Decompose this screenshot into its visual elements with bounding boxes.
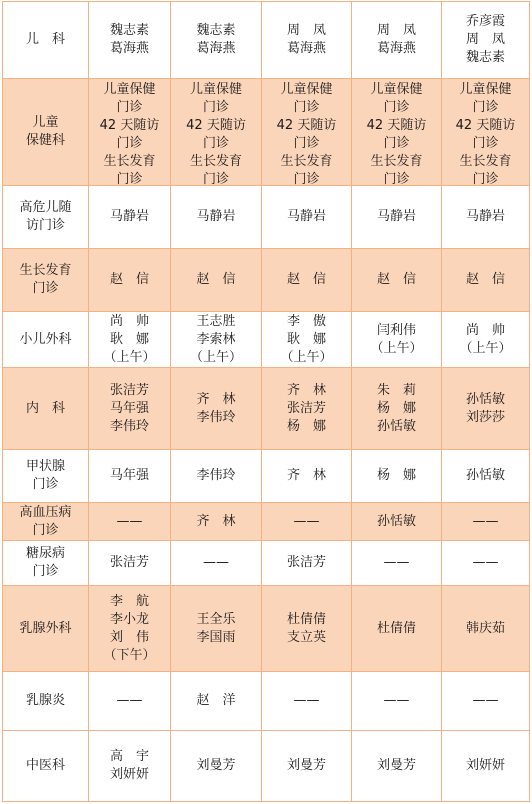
staff-name: 生长发育 xyxy=(189,154,242,169)
staff-name: 赵 洋 xyxy=(196,693,236,708)
staff-name: 支立英 xyxy=(286,629,326,645)
staff-cell xyxy=(352,186,442,249)
staff-name: 乔彦霞 xyxy=(465,14,505,29)
staff-name: 尚 帅 xyxy=(465,322,505,338)
staff-name: 魏志素 xyxy=(109,23,149,38)
department-label: 小儿外科 xyxy=(19,331,72,347)
staff-cell xyxy=(89,2,171,79)
staff-cell xyxy=(171,450,262,503)
staff-name: 刘曼芳 xyxy=(376,758,416,773)
staff-name: 李伟玲 xyxy=(196,468,236,483)
staff-name: 孙恬敏 xyxy=(465,468,505,483)
staff-name: 孙恬敏 xyxy=(465,391,505,407)
staff-name: 杜倩倩 xyxy=(286,611,326,627)
staff-name: —— xyxy=(203,555,229,570)
department-label: 甲状腺 xyxy=(25,459,65,474)
department-cell xyxy=(3,731,89,802)
staff-name: 门诊 xyxy=(116,100,143,115)
department-label: 乳腺炎 xyxy=(25,693,65,708)
staff-cell xyxy=(89,672,171,731)
schedule-row xyxy=(3,312,530,368)
department-label: 内 科 xyxy=(25,400,65,416)
staff-name: 葛海燕 xyxy=(196,41,236,56)
staff-name: —— xyxy=(383,693,410,708)
staff-cell xyxy=(352,450,442,503)
staff-cell xyxy=(89,186,171,249)
staff-cell xyxy=(352,672,442,731)
staff-name: 李索林 xyxy=(196,331,236,347)
staff-name: 赵 信 xyxy=(286,272,326,287)
staff-name: 门诊 xyxy=(293,100,320,115)
staff-name: （下午） xyxy=(103,647,156,663)
staff-name: 赵 信 xyxy=(465,272,505,287)
schedule-row xyxy=(3,79,530,186)
staff-name: 42 天随访 xyxy=(455,118,516,133)
staff-name: 齐 林 xyxy=(286,382,326,398)
staff-name: 张洁芳 xyxy=(286,400,326,416)
staff-name: 马静岩 xyxy=(286,209,326,224)
staff-cell xyxy=(442,672,530,731)
staff-name: 闫利伟 xyxy=(376,322,416,338)
staff-name: 门诊 xyxy=(116,172,143,187)
staff-cell xyxy=(442,731,530,802)
department-label: 高危儿随 xyxy=(19,200,72,215)
staff-name: —— xyxy=(116,513,143,529)
staff-name: 42 天随访 xyxy=(99,118,160,133)
staff-cell xyxy=(442,541,530,586)
staff-name: 杨 娜 xyxy=(286,418,326,434)
schedule-row xyxy=(3,249,530,312)
staff-name: 魏志素 xyxy=(196,23,236,38)
staff-cell xyxy=(262,312,352,368)
staff-name: 周 凤 xyxy=(286,23,326,38)
staff-cell xyxy=(89,368,171,450)
service-list xyxy=(444,81,527,187)
department-label: 访门诊 xyxy=(25,218,65,233)
staff-cell xyxy=(171,79,262,186)
staff-name: 张洁芳 xyxy=(109,555,149,570)
schedule-row xyxy=(3,450,530,503)
staff-cell xyxy=(442,368,530,450)
staff-name: 齐 林 xyxy=(196,513,236,529)
staff-name: 马静岩 xyxy=(109,209,149,224)
staff-cell xyxy=(262,672,352,731)
staff-name: 葛海燕 xyxy=(376,41,416,56)
staff-name: 朱 莉 xyxy=(376,382,416,398)
staff-name: 齐 林 xyxy=(196,391,236,407)
staff-name: —— xyxy=(472,693,499,708)
staff-name: 生长发育 xyxy=(459,154,512,169)
staff-cell xyxy=(442,312,530,368)
staff-cell xyxy=(171,368,262,450)
staff-name: 魏志素 xyxy=(465,50,505,65)
staff-cell xyxy=(352,368,442,450)
staff-cell xyxy=(262,186,352,249)
staff-cell xyxy=(171,541,262,586)
staff-cell xyxy=(89,541,171,586)
service-list xyxy=(173,81,259,187)
schedule-row xyxy=(3,672,530,731)
staff-name: 刘曼芳 xyxy=(196,758,236,773)
staff-cell xyxy=(442,186,530,249)
staff-name: 42 天随访 xyxy=(366,118,427,133)
department-label: 高血压病 xyxy=(19,504,72,520)
staff-name: 42 天随访 xyxy=(276,118,337,133)
staff-cell xyxy=(171,731,262,802)
staff-name: 耿 娜 xyxy=(109,331,149,347)
staff-cell xyxy=(262,2,352,79)
staff-name: 生长发育 xyxy=(370,154,423,169)
staff-name: （上午） xyxy=(103,349,156,365)
schedule-row xyxy=(3,186,530,249)
staff-name: 王全乐 xyxy=(196,611,236,627)
department-cell xyxy=(3,249,89,312)
staff-name: —— xyxy=(472,555,499,570)
staff-name: 门诊 xyxy=(472,100,499,115)
staff-name: 孙恬敏 xyxy=(376,418,416,434)
staff-cell xyxy=(89,79,171,186)
staff-name: 儿童保健 xyxy=(459,82,512,97)
staff-name: 马静岩 xyxy=(376,209,416,224)
staff-name: 门诊 xyxy=(116,136,143,151)
staff-name: 李 航 xyxy=(109,593,149,609)
department-label: 儿 科 xyxy=(25,32,65,47)
staff-cell xyxy=(262,586,352,672)
staff-cell xyxy=(89,312,171,368)
staff-name: 门诊 xyxy=(202,136,229,151)
staff-name: 门诊 xyxy=(293,172,320,187)
staff-cell xyxy=(171,186,262,249)
department-label: 乳腺外科 xyxy=(19,620,72,636)
staff-name: 尚 帅 xyxy=(109,313,149,329)
staff-name: 生长发育 xyxy=(280,154,333,169)
department-label: 中医科 xyxy=(25,758,65,773)
staff-name: 李伟玲 xyxy=(109,418,149,434)
staff-cell xyxy=(262,368,352,450)
staff-cell xyxy=(352,79,442,186)
staff-name: 门诊 xyxy=(383,100,410,115)
service-list xyxy=(264,81,349,187)
staff-name: 王志胜 xyxy=(196,313,236,329)
staff-name: 赵 信 xyxy=(109,272,149,287)
staff-name: —— xyxy=(383,555,410,570)
staff-name: 门诊 xyxy=(202,100,229,115)
staff-name: 张洁芳 xyxy=(109,382,149,398)
staff-name: 门诊 xyxy=(202,172,229,187)
staff-name: 儿童保健 xyxy=(189,82,242,97)
staff-name: （上午） xyxy=(280,349,333,365)
staff-name: 李小龙 xyxy=(109,611,149,627)
staff-cell xyxy=(442,503,530,541)
department-label: 保健科 xyxy=(25,133,65,148)
staff-cell xyxy=(352,586,442,672)
department-cell xyxy=(3,186,89,249)
department-cell xyxy=(3,368,89,450)
department-label: 门诊 xyxy=(32,564,59,579)
staff-name: 门诊 xyxy=(383,172,410,187)
staff-name: 张洁芳 xyxy=(286,555,326,570)
staff-cell xyxy=(442,450,530,503)
schedule-row xyxy=(3,541,530,586)
staff-name: 门诊 xyxy=(383,136,410,151)
staff-cell xyxy=(262,503,352,541)
department-cell xyxy=(3,450,89,503)
staff-cell xyxy=(352,541,442,586)
staff-cell xyxy=(89,731,171,802)
department-label: 生长发育 xyxy=(19,263,72,278)
staff-name: —— xyxy=(293,513,320,529)
department-label: 儿童 xyxy=(32,115,59,130)
staff-cell xyxy=(352,312,442,368)
staff-name: 马静岩 xyxy=(196,209,236,224)
staff-name: —— xyxy=(293,693,320,708)
schedule-row xyxy=(3,503,530,541)
staff-cell xyxy=(442,79,530,186)
staff-name: 刘莎莎 xyxy=(465,409,505,425)
department-cell xyxy=(3,586,89,672)
schedule-row xyxy=(3,2,530,79)
staff-name: 葛海燕 xyxy=(109,41,149,56)
duty-schedule-table xyxy=(2,1,530,802)
service-list xyxy=(91,81,168,187)
staff-name: 孙恬敏 xyxy=(376,513,416,529)
staff-name: 门诊 xyxy=(472,172,499,187)
staff-cell xyxy=(262,249,352,312)
staff-cell xyxy=(89,586,171,672)
staff-cell xyxy=(262,731,352,802)
staff-name: —— xyxy=(116,693,143,708)
staff-name: 生长发育 xyxy=(103,154,156,169)
department-label: 门诊 xyxy=(32,477,59,492)
staff-name: 耿 娜 xyxy=(286,331,326,347)
staff-name: 赵 信 xyxy=(196,272,236,287)
staff-name: （上午） xyxy=(459,340,512,356)
staff-cell xyxy=(171,672,262,731)
department-cell xyxy=(3,503,89,541)
staff-name: 齐 林 xyxy=(286,468,326,483)
department-label: 门诊 xyxy=(32,522,59,538)
staff-name: （上午） xyxy=(189,349,242,365)
staff-cell xyxy=(352,731,442,802)
staff-name: 马静岩 xyxy=(465,209,505,224)
staff-name: 刘 伟 xyxy=(109,629,149,645)
staff-name: 儿童保健 xyxy=(280,82,333,97)
staff-name: （上午） xyxy=(370,340,423,356)
staff-cell xyxy=(171,312,262,368)
department-cell xyxy=(3,672,89,731)
department-cell xyxy=(3,312,89,368)
staff-name: 42 天随访 xyxy=(186,118,246,133)
service-list xyxy=(354,81,439,187)
staff-cell xyxy=(171,503,262,541)
staff-name: 刘曼芳 xyxy=(286,758,326,773)
schedule-row xyxy=(3,731,530,802)
staff-cell xyxy=(352,503,442,541)
staff-cell xyxy=(442,249,530,312)
staff-name: 刘妍妍 xyxy=(465,758,505,773)
schedule-row xyxy=(3,368,530,450)
staff-name: 杜倩倩 xyxy=(376,620,416,636)
staff-name: 高 宇 xyxy=(109,749,149,764)
staff-cell xyxy=(171,249,262,312)
staff-cell xyxy=(442,586,530,672)
department-cell xyxy=(3,541,89,586)
staff-name: 葛海燕 xyxy=(286,41,326,56)
staff-name: 儿童保健 xyxy=(103,82,156,97)
staff-name: 杨 娜 xyxy=(376,400,416,416)
staff-name: 门诊 xyxy=(293,136,320,151)
staff-cell xyxy=(89,450,171,503)
staff-cell xyxy=(442,2,530,79)
staff-name: 周 凤 xyxy=(376,23,416,38)
staff-name: 儿童保健 xyxy=(370,82,423,97)
schedule-body xyxy=(3,2,530,802)
staff-name: 门诊 xyxy=(472,136,499,151)
staff-name: 马年强 xyxy=(109,400,149,416)
staff-name: 韩庆茹 xyxy=(465,620,505,636)
staff-name: 杨 娜 xyxy=(376,468,416,483)
department-label: 门诊 xyxy=(32,281,59,296)
department-cell xyxy=(3,2,89,79)
staff-name: 周 凤 xyxy=(465,32,505,47)
staff-cell xyxy=(171,2,262,79)
staff-name: 李伟玲 xyxy=(196,409,236,425)
staff-name: 李 傲 xyxy=(286,313,326,329)
staff-cell xyxy=(352,249,442,312)
staff-cell xyxy=(171,586,262,672)
staff-cell xyxy=(262,541,352,586)
staff-cell xyxy=(89,503,171,541)
staff-name: 刘妍妍 xyxy=(109,767,149,782)
staff-cell xyxy=(262,79,352,186)
staff-name: —— xyxy=(472,513,499,529)
schedule-row xyxy=(3,586,530,672)
staff-name: 马年强 xyxy=(109,468,149,483)
staff-name: 赵 信 xyxy=(376,272,416,287)
staff-cell xyxy=(352,2,442,79)
department-label: 糖尿病 xyxy=(25,546,65,561)
staff-name: 李国雨 xyxy=(196,629,236,645)
staff-cell xyxy=(262,450,352,503)
staff-cell xyxy=(89,249,171,312)
department-cell xyxy=(3,79,89,186)
